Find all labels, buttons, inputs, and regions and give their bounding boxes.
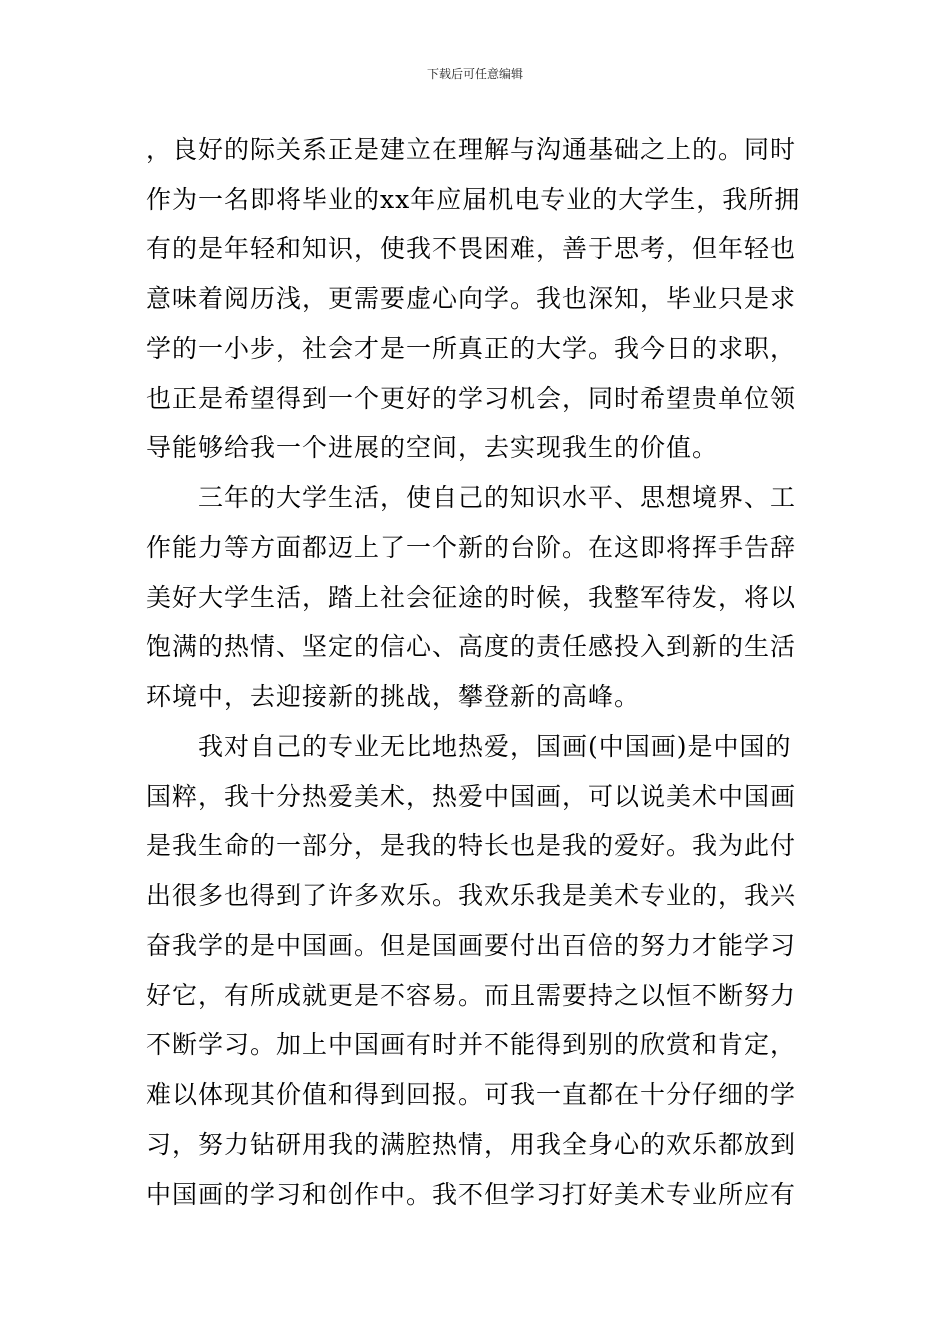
text-line: 难以体现其价值和得到回报。可我一直都在十分仔细的学 xyxy=(146,1080,797,1109)
paragraph-first-line: 三年的大学生活，使自己的知识水平、思想境界、工 xyxy=(198,483,797,512)
text-line: 也正是希望得到一个更好的学习机会，同时希望贵单位领 xyxy=(146,384,797,413)
text-line: 出很多也得到了许多欢乐。我欢乐我是美术专业的，我兴 xyxy=(146,881,797,910)
text-line: 导能够给我一个进展的空间，去实现我生的价值。 xyxy=(146,433,719,462)
text-line: 习，努力钻研用我的满腔热情，用我全身心的欢乐都放到 xyxy=(146,1130,797,1159)
text-line: 奋我学的是中国画。但是国画要付出百倍的努力才能学习 xyxy=(146,931,797,960)
text-line: 环境中，去迎接新的挑战，攀登新的高峰。 xyxy=(146,682,641,711)
text-line: 不断学习。加上中国画有时并不能得到别的欣赏和肯定， xyxy=(146,1030,797,1059)
text-line: 作为一名即将毕业的xx年应届机电专业的大学生，我所拥 xyxy=(146,185,801,214)
text-line: 学的一小步，社会才是一所真正的大学。我今日的求职， xyxy=(146,334,797,363)
page-header-note: 下载后可任意编辑 xyxy=(426,67,523,81)
text-line: 好它，有所成就更是不容易。而且需要持之以恒不断努力 xyxy=(146,981,797,1010)
text-line: 作能力等方面都迈上了一个新的台阶。在这即将挥手告辞 xyxy=(146,533,797,562)
text-line: 意味着阅历浅，更需要虚心向学。我也深知，毕业只是求 xyxy=(146,284,797,313)
text-line: 中国画的学习和创作中。我不但学习打好美术专业所应有 xyxy=(146,1180,797,1209)
paragraph-first-line: 我对自己的专业无比地热爱，国画(中国画)是中国的 xyxy=(198,732,792,761)
text-line: 有的是年轻和知识，使我不畏困难，善于思考，但年轻也 xyxy=(146,234,797,263)
text-line: 是我生命的一部分，是我的特长也是我的爱好。我为此付 xyxy=(146,831,797,860)
text-line: 国粹，我十分热爱美术，热爱中国画，可以说美术中国画 xyxy=(146,782,797,811)
text-line: ，良好的际关系正是建立在理解与沟通基础之上的。同时 xyxy=(146,135,797,164)
text-line: 饱满的热情、坚定的信心、高度的责任感投入到新的生活 xyxy=(146,632,797,661)
text-line: 美好大学生活，踏上社会征途的时候，我整军待发，将以 xyxy=(146,583,797,612)
